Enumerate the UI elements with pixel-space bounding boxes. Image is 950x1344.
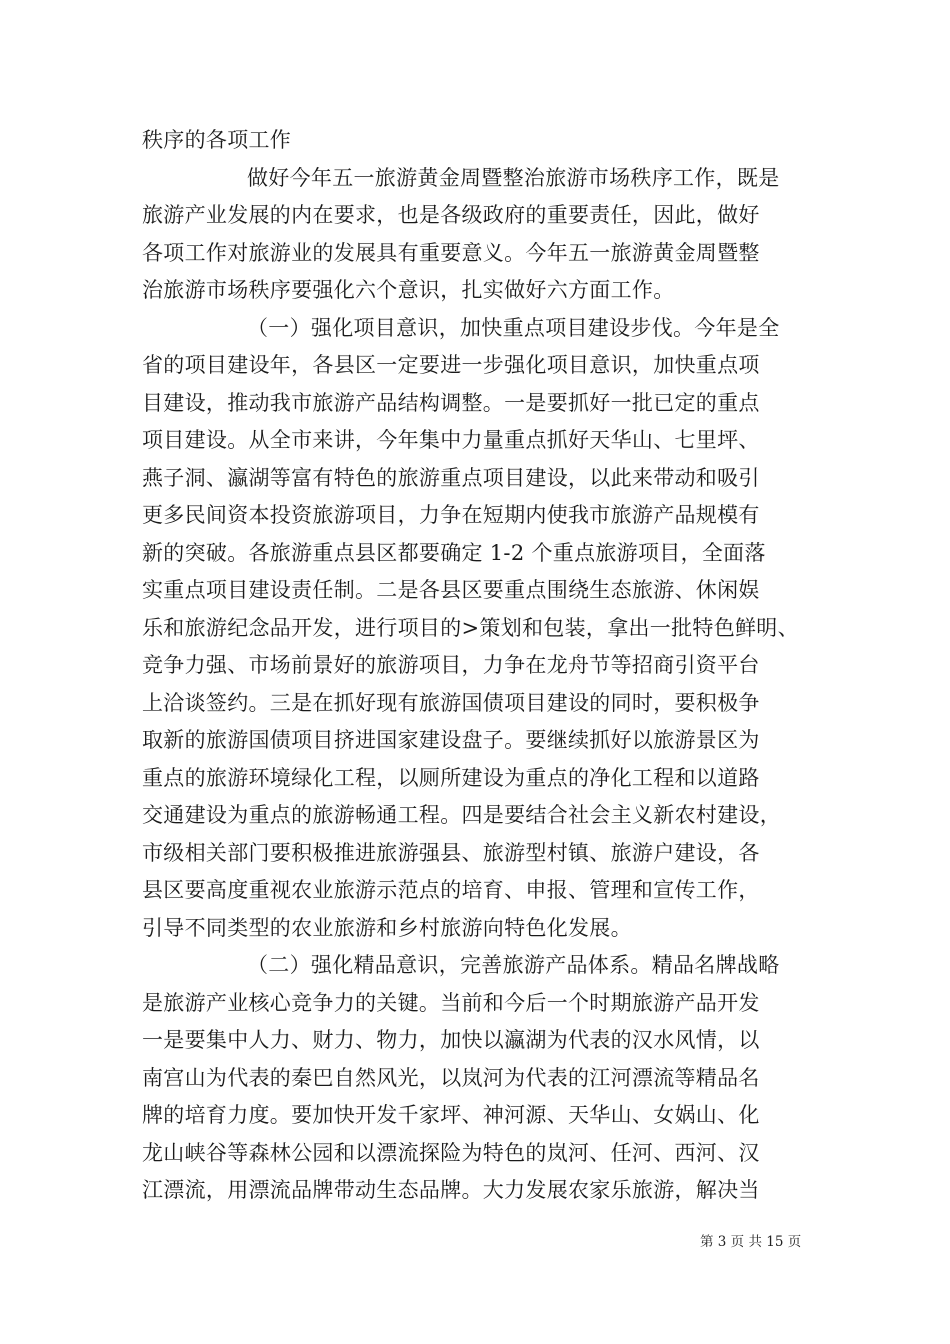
text-line: 竞争力强、市场前景好的旅游项目，力争在龙舟节等招商引资平台 <box>142 653 760 677</box>
paragraph-first-line: （二）强化精品意识，完善旅游产品体系。精品名牌战略 <box>247 953 780 977</box>
text-line: 更多民间资本投资旅游项目，力争在短期内使我市旅游产品规模有 <box>142 503 760 527</box>
text-line: 秩序的各项工作 <box>142 128 292 152</box>
paragraph-first-line: （一）强化项目意识，加快重点项目建设步伐。今年是全 <box>247 315 780 340</box>
text-line: 县区要高度重视农业旅游示范点的培育、申报、管理和宣传工作， <box>142 878 760 902</box>
text-line: 乐和旅游纪念品开发，进行项目的>策划和包装，拿出一批特色鲜明、 <box>142 615 799 640</box>
page-number-footer: 第 3 页 共 15 页 <box>700 1234 802 1250</box>
text-line: 引导不同类型的农业旅游和乡村旅游向特色化发展。 <box>142 915 632 940</box>
text-line: 新的突破。各旅游重点县区都要确定 1-2 个重点旅游项目，全面落 <box>142 540 766 565</box>
text-line: 省的项目建设年，各县区一定要进一步强化项目意识，加快重点项 <box>142 353 760 377</box>
text-line: 各项工作对旅游业的发展具有重要意义。今年五一旅游黄金周暨整 <box>142 240 760 265</box>
text-line: 取新的旅游国债项目挤进国家建设盘子。要继续抓好以旅游景区为 <box>142 728 760 752</box>
text-line: 一是要集中人力、财力、物力，加快以瀛湖为代表的汉水风情，以 <box>142 1028 760 1052</box>
text-line: 燕子洞、瀛湖等富有特色的旅游重点项目建设，以此来带动和吸引 <box>142 465 760 490</box>
paragraph-first-line: 做好今年五一旅游黄金周暨整治旅游市场秩序工作，既是 <box>247 165 780 190</box>
text-line: 实重点项目建设责任制。二是各县区要重点围绕生态旅游、休闲娱 <box>142 578 760 602</box>
text-line: 交通建设为重点的旅游畅通工程。四是要结合社会主义新农村建设， <box>142 803 781 827</box>
text-line: 江漂流，用漂流品牌带动生态品牌。大力发展农家乐旅游，解决当 <box>142 1178 760 1202</box>
text-line: 南宫山为代表的秦巴自然风光，以岚河为代表的江河漂流等精品名 <box>142 1065 760 1090</box>
text-line: 治旅游市场秩序要强化六个意识，扎实做好六方面工作。 <box>142 278 675 302</box>
text-line: 上洽谈签约。三是在抓好现有旅游国债项目建设的同时，要积极争 <box>142 690 760 715</box>
text-line: 市级相关部门要积极推进旅游强县、旅游型村镇、旅游户建设，各 <box>142 840 760 865</box>
text-line: 重点的旅游环境绿化工程，以厕所建设为重点的净化工程和以道路 <box>142 765 760 790</box>
text-line: 是旅游产业核心竞争力的关键。当前和今后一个时期旅游产品开发 <box>142 990 760 1015</box>
text-line: 牌的培育力度。要加快开发千家坪、神河源、天华山、女娲山、化 <box>142 1103 760 1127</box>
text-line: 龙山峡谷等森林公园和以漂流探险为特色的岚河、任河、西河、汉 <box>142 1140 760 1165</box>
text-line: 目建设，推动我市旅游产品结构调整。一是要抓好一批已定的重点 <box>142 390 760 415</box>
document-body <box>142 122 822 1210</box>
text-line: 项目建设。从全市来讲，今年集中力量重点抓好天华山、七里坪、 <box>142 428 760 452</box>
text-line: 旅游产业发展的内在要求，也是各级政府的重要责任，因此，做好 <box>142 203 760 227</box>
